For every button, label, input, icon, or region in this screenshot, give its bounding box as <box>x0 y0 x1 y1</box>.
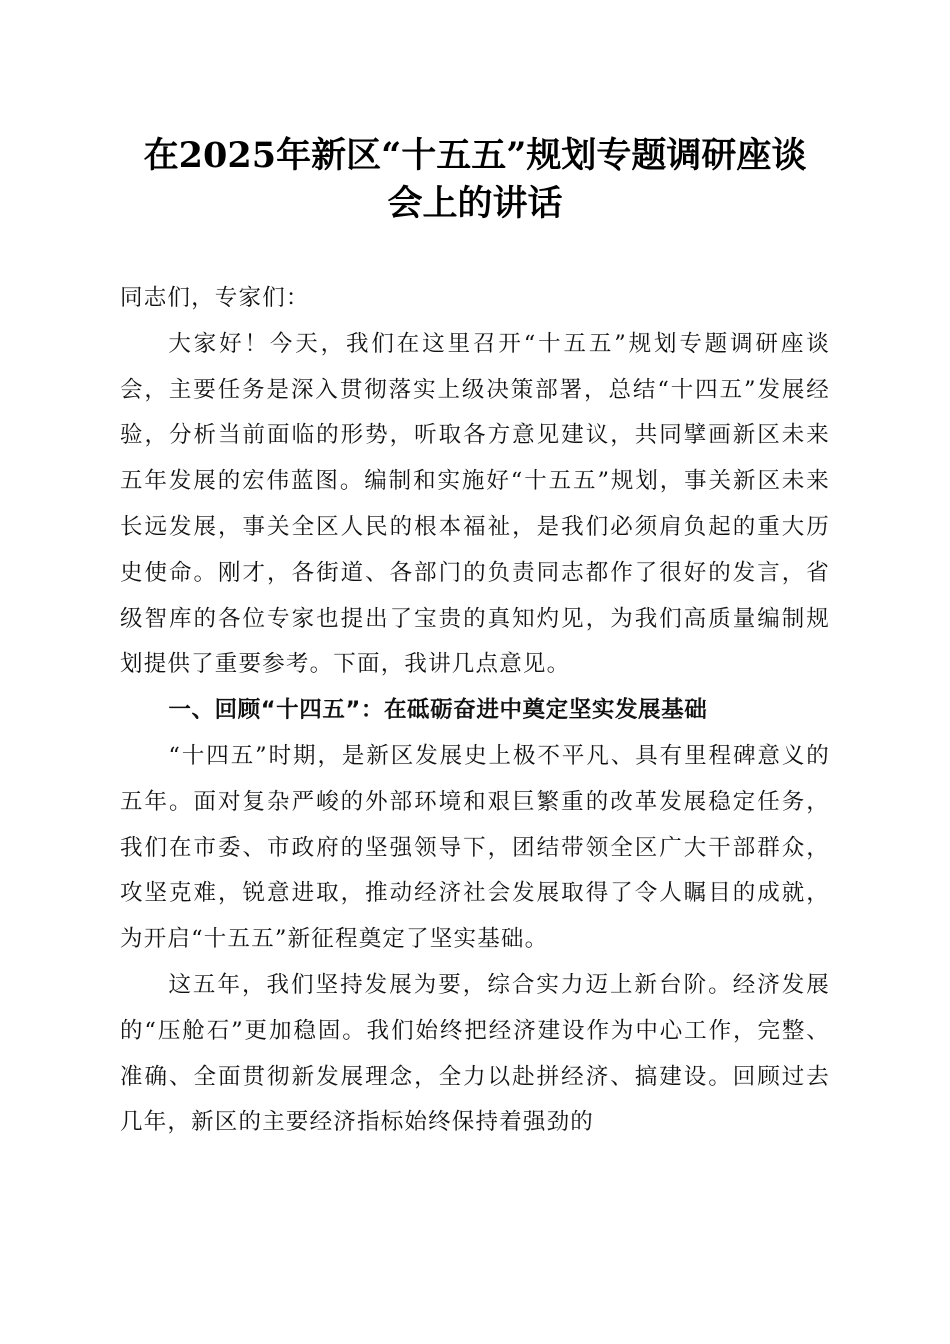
document-title <box>110 132 840 228</box>
section-1-paragraph-1: “十四五”时期，是新区发展史上极不平凡、具有里程碑意义的五年。面对复杂严峻的外部环境和艰巨繁重的改革发展稳定任务，我们在市委、市政府的坚强领导下，团结带领全区广大干部群众，攻坚克难，锐意进取，推动经济社会发展取得了令人瞩目的成就，为开启“十五五”新征程奠定了坚实基础。 <box>120 742 830 953</box>
salutation: 同志们，专家们： <box>120 285 310 311</box>
document-body <box>120 276 830 1146</box>
section-1-paragraph-2: 这五年，我们坚持发展为要，综合实力迈上新台阶。经济发展的“压舱石”更加稳固。我们始终把经济建设作为中心工作，完整、准确、全面贯彻新发展理念，全力以赴拼经济、搞建设。回顾过去几年，新区的主要经济指标始终保持着强劲的 <box>120 971 830 1136</box>
title-line-1: 在2025年新区“十五五”规划专题调研座谈 <box>143 135 807 176</box>
intro-paragraph: 大家好！今天，我们在这里召开“十五五”规划专题调研座谈会，主要任务是深入贯彻落实上级决策部署，总结“十四五”发展经验，分析当前面临的形势，听取各方意见建议，共同擘画新区未来五年发展的宏伟蓝图。编制和实施好“十五五”规划，事关新区未来长远发展，事关全区人民的根本福祉，是我们必须肩负起的重大历史使命。刚才，各街道、各部门的负责同志都作了很好的发言，省级智库的各位专家也提出了宝贵的真知灼见，为我们高质量编制规划提供了重要参考。下面，我讲几点意见。 <box>120 330 830 678</box>
title-line-2: 会上的讲话 <box>387 183 563 224</box>
section-1-heading: 一、回顾“十四五”：在砥砺奋进中奠定坚实发展基础 <box>168 697 708 724</box>
